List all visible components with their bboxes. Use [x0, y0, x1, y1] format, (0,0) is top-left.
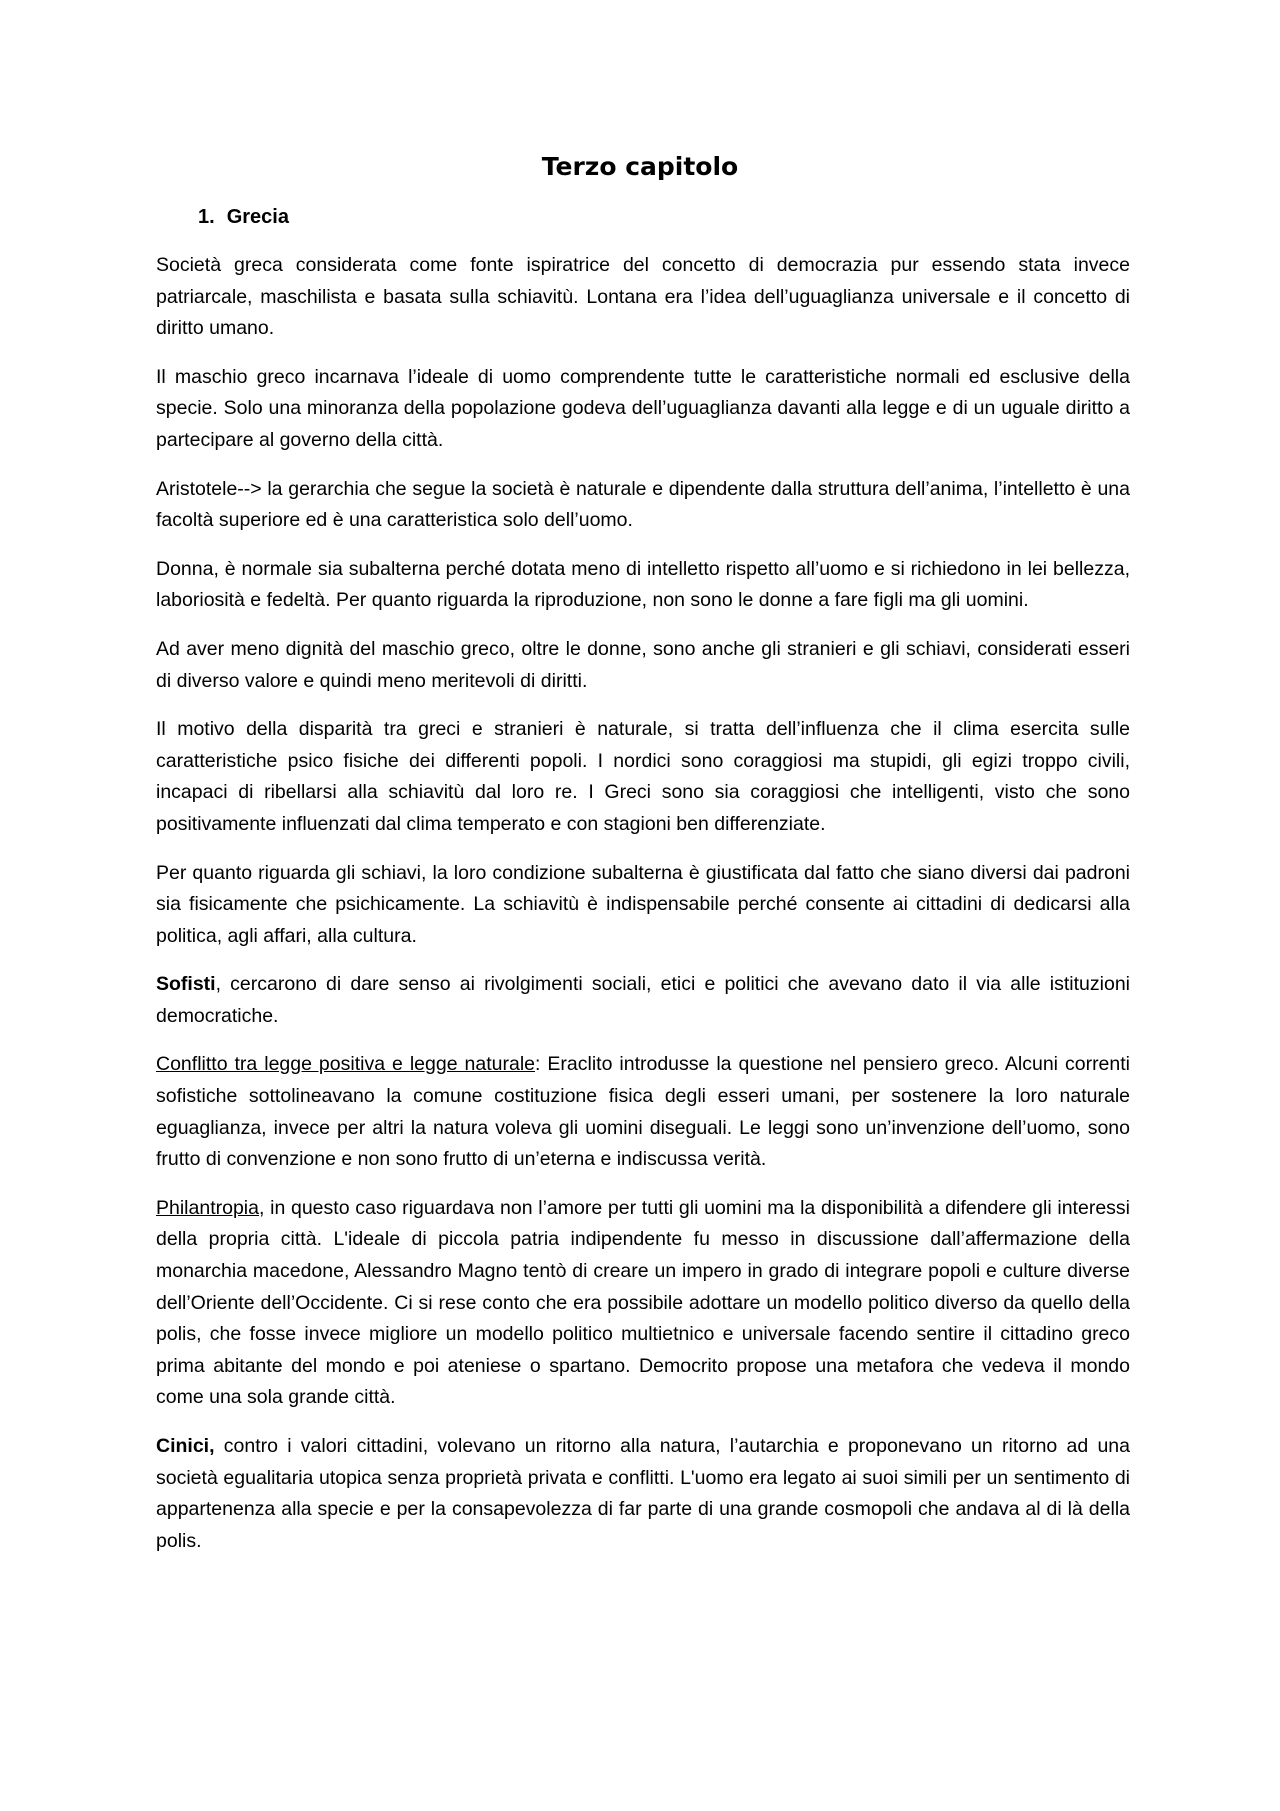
- section-number: 1.: [198, 206, 215, 228]
- paragraph-11-text: contro i valori cittadini, volevano un ritorno alla natura, l’autarchia e proponevano un ritorno ad una società egualitaria utopica senza proprietà privata e conflitti. L'uomo era legato ai suoi simili per un sentimento di appartenenza alla specie e per la consapevolezza di far parte di una grande cosmopoli che andava al di là della polis.: [156, 1435, 1130, 1552]
- document-body: [156, 250, 1130, 1574]
- paragraph-8-text: , cercarono di dare senso ai rivolgimenti sociali, etici e politici che avevano dato il via alle istituzioni democratiche.: [156, 973, 1130, 1027]
- paragraph-5: Ad aver meno dignità del maschio greco, oltre le donne, sono anche gli stranieri e gli schiavi, considerati esseri di diverso valore e quindi meno meritevoli di diritti.: [156, 637, 1130, 692]
- paragraph-9-text: : Eraclito introdusse la questione nel pensiero greco. Alcuni correnti sofistiche sottolineavano la comune costituzione fisica degli esseri umani, per sostenere la loro naturale eguaglianza, invece per altri la natura voleva gli uomini diseguali. Le leggi sono un’invenzione dell’uomo, sono frutto di convenzione e non sono frutto di un’eterna e indiscussa verità.: [156, 1053, 1130, 1171]
- term-cinici: Cinici,: [156, 1435, 215, 1457]
- paragraph-10: [156, 1193, 1130, 1414]
- term-philantropia: Philantropia: [156, 1196, 259, 1219]
- page-title: Terzo capitolo: [541, 152, 739, 181]
- paragraph-1: Società greca considerata come fonte ispiratrice del concetto di democrazia pur essendo stata invece patriarcale, maschilista e basata sulla schiavitù. Lontana era l’idea dell’uguaglianza universale e il concetto di diritto umano.: [156, 254, 1130, 340]
- paragraph-4: Donna, è normale sia subalterna perché dotata meno di intelletto rispetto all’uomo e si richiedono in lei bellezza, laboriosità e fedeltà. Per quanto riguarda la riproduzione, non sono le donne a fare figli ma gli uomini.: [156, 557, 1130, 612]
- term-sofisti: Sofisti: [156, 973, 216, 996]
- paragraph-7: Per quanto riguarda gli schiavi, la loro condizione subalterna è giustificata dal fatto che siano diversi dai padroni sia fisicamente che psichicamente. La schiavitù è indispensabile perché consente ai cittadini di dedicarsi alla politica, agli affari, alla cultura.: [156, 861, 1130, 947]
- paragraph-11: [156, 1431, 1130, 1557]
- paragraph-8: [156, 969, 1130, 1032]
- paragraph-3: Aristotele--> la gerarchia che segue la società è naturale e dipendente dalla struttura dell’anima, l’intelletto è una facoltà superiore ed è una caratteristica solo dell’uomo.: [156, 477, 1130, 532]
- term-conflitto: Conflitto tra legge positiva e legge naturale: [156, 1053, 535, 1076]
- section-title: Grecia: [226, 206, 289, 228]
- paragraph-9: [156, 1049, 1130, 1175]
- paragraph-10-text: , in questo caso riguardava non l’amore per tutti gli uomini ma la disponibilità a difendere gli interessi della propria città. L'ideale di piccola patria indipendente fu messo in discussione dall’affermazione della monarchia macedone, Alessandro Magno tentò di creare un impero in grado di integrare popoli e culture diverse dell’Oriente dell’Occidente. Ci si rese conto che era possibile adottare un modello politico diverso da quello della polis, che fosse invece migliore un modello politico multietnico e universale facendo sentire il cittadino greco prima abitante del mondo e poi ateniese o spartano. Democrito propose una metafora che vedeva il mondo come una sola grande città.: [156, 1196, 1130, 1409]
- paragraph-2: Il maschio greco incarnava l’ideale di uomo comprendente tutte le caratteristiche normali ed esclusive della specie. Solo una minoranza della popolazione godeva dell’uguaglianza davanti alla legge e di un uguale diritto a partecipare al governo della città.: [156, 365, 1130, 451]
- section-heading: [198, 206, 289, 229]
- paragraph-6: Il motivo della disparità tra greci e stranieri è naturale, si tratta dell’influenza che il clima esercita sulle caratteristiche psico fisiche dei differenti popoli. I nordici sono coraggiosi ma stupidi, gli egizi troppo civili, incapaci di ribellarsi alla schiavitù dal loro re. I Greci sono sia coraggiosi che intelligenti, visto che sono positivamente influenzati dal clima temperato e con stagioni ben differenziate.: [156, 718, 1130, 835]
